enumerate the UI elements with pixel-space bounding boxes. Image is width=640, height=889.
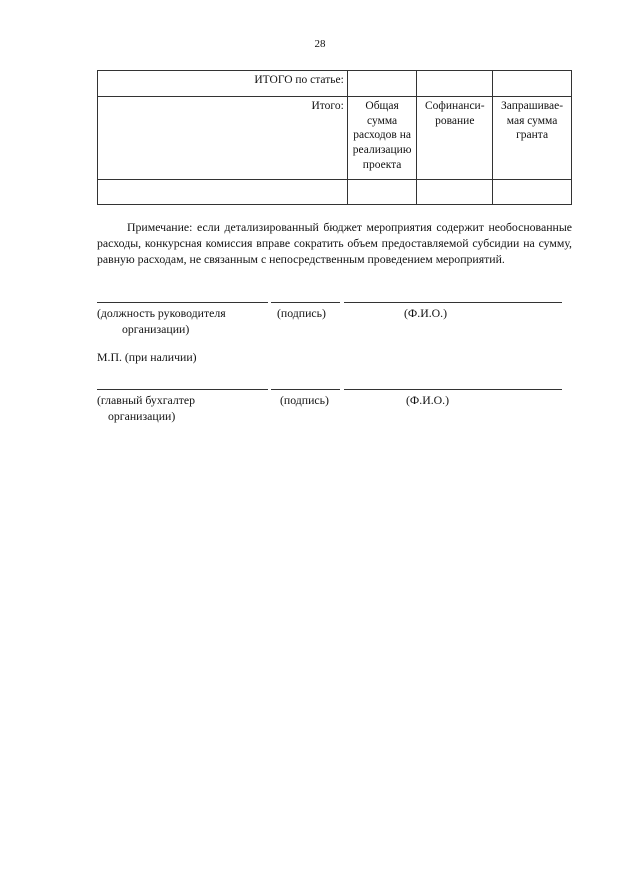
accountant-signature-label: (подпись)	[280, 393, 329, 407]
budget-totals-table	[97, 70, 572, 205]
head-organization-label: организации)	[122, 322, 190, 336]
empty-cell	[98, 180, 348, 205]
table-row-total-header	[98, 97, 572, 180]
accountant-name-line	[344, 389, 562, 390]
page-number: 28	[314, 38, 326, 50]
empty-cell	[493, 180, 572, 205]
accountant-position-line	[97, 389, 268, 390]
column-header-total-sum: Общая сумма расходов на реализацию проекта	[347, 97, 417, 180]
total-label: Итого:	[98, 97, 348, 180]
stamp-label: М.П. (при наличии)	[97, 350, 197, 364]
head-position-line	[97, 302, 268, 303]
accountant-signature-line	[271, 389, 340, 390]
total-by-article-cofinancing-cell	[417, 71, 493, 97]
head-signature-label: (подпись)	[277, 306, 326, 320]
total-by-article-grant-cell	[493, 71, 572, 97]
note-paragraph	[97, 219, 572, 267]
accountant-position-label: (главный бухгалтер	[97, 393, 196, 407]
total-by-article-sum-cell	[347, 71, 417, 97]
empty-cell	[417, 180, 493, 205]
column-header-requested-grant: Запрашивае-мая сумма гранта	[493, 97, 572, 180]
empty-cell	[347, 180, 417, 205]
head-position-label: (должность руководителя	[97, 306, 226, 320]
head-name-label: (Ф.И.О.)	[404, 306, 448, 320]
table-row-total-by-article	[98, 71, 572, 97]
accountant-name-label: (Ф.И.О.)	[406, 393, 450, 407]
accountant-organization-label: организации)	[108, 409, 176, 423]
head-signature-line	[271, 302, 340, 303]
column-header-cofinancing: Софинанси-рование	[417, 97, 493, 180]
table-row-empty	[98, 180, 572, 205]
head-name-line	[344, 302, 562, 303]
total-by-article-label: ИТОГО по статье:	[98, 71, 348, 97]
note-text: Примечание: если детализированный бюджет мероприятия содержит необоснованные расходы, конкурсная комиссия вправе сократить объем предоставляемой субсидии на сумму, равную расходам, не связанным с непосредственным проведением мероприятий.	[97, 220, 572, 266]
